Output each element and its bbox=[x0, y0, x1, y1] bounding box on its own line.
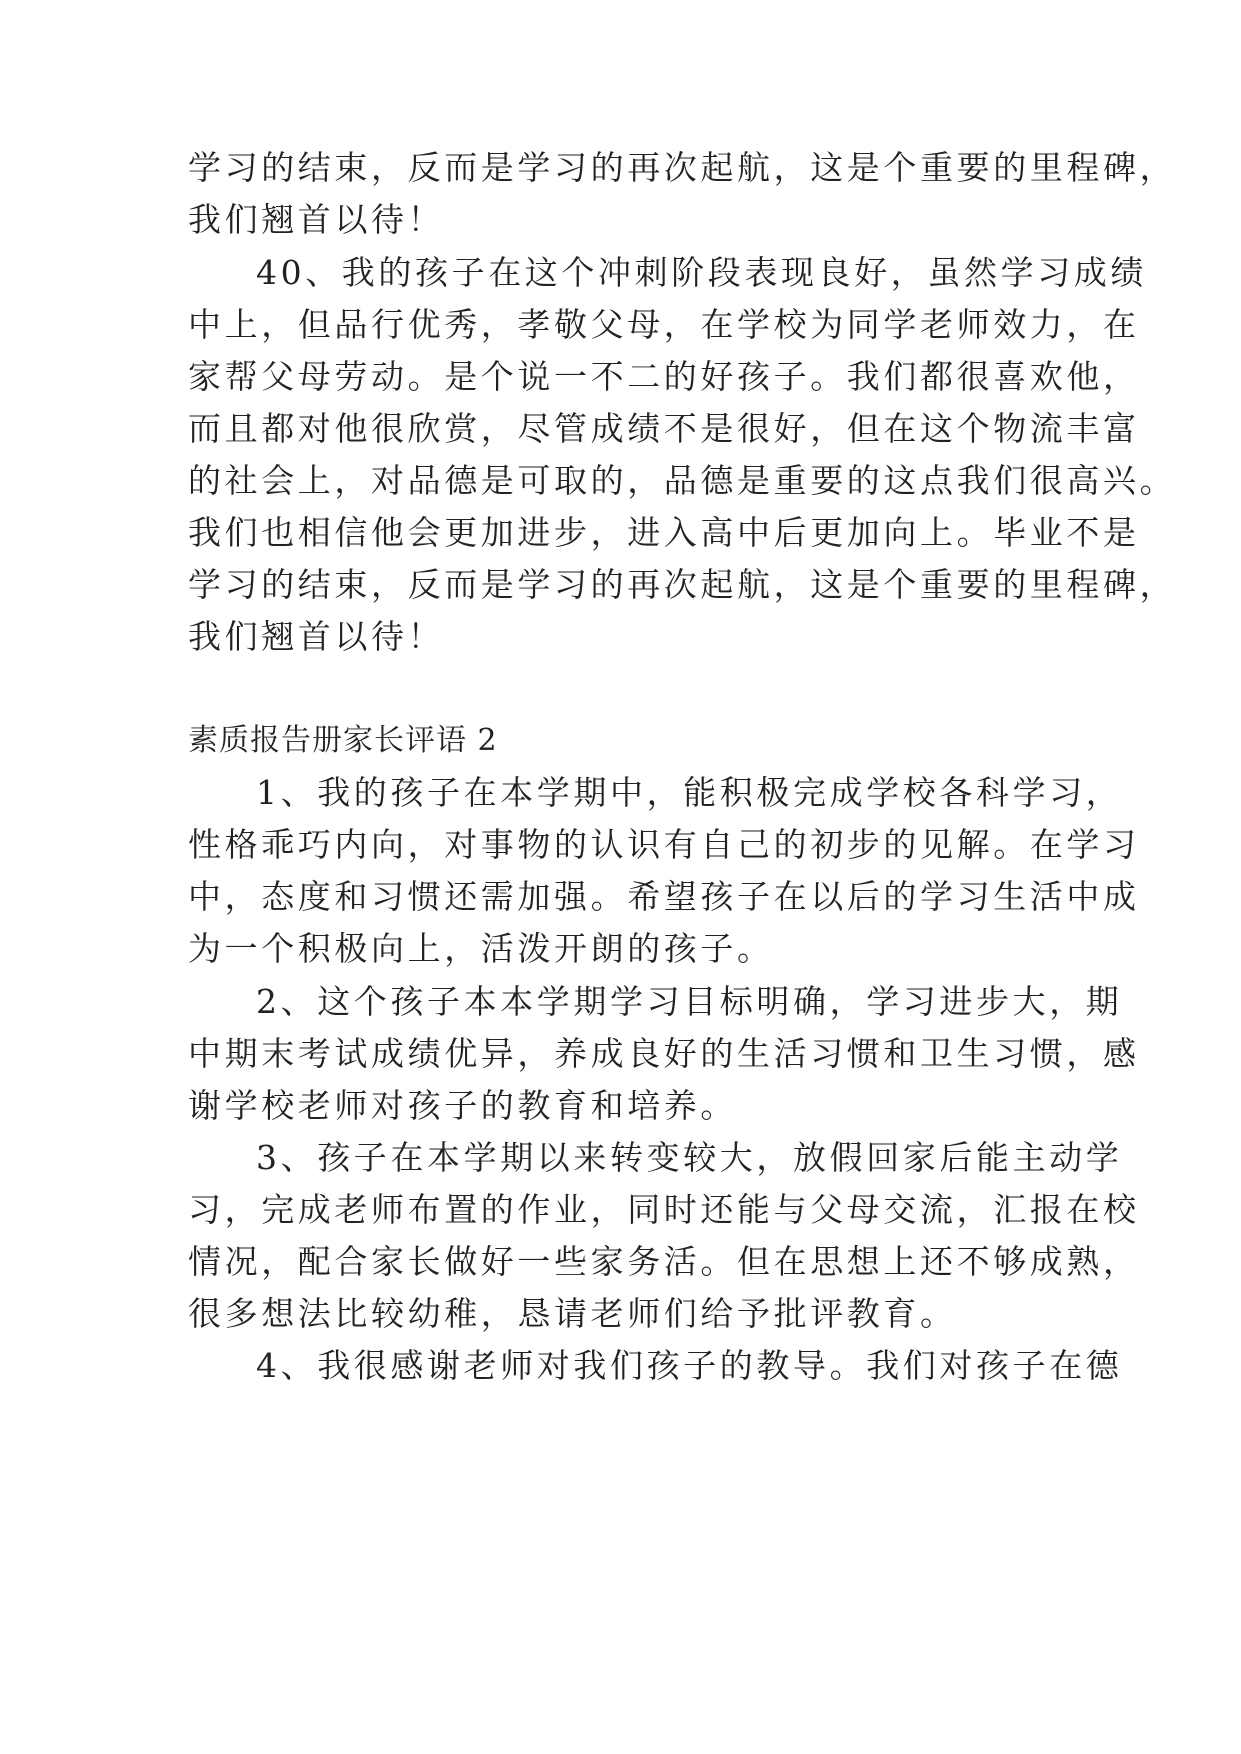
comment-2-start: 2、这个孩子本本学期学习目标明确，学习进步大，期 bbox=[256, 982, 1123, 1021]
text-line: 学习的结束，反而是学习的再次起航，这是个重要的里程碑， bbox=[188, 148, 1177, 187]
text-line: 性格乖巧内向，对事物的认识有自己的初步的见解。在学习 bbox=[188, 825, 1140, 864]
comment-40-start: 40、我的孩子在这个冲刺阶段表现良好，虽然学习成绩 bbox=[256, 253, 1147, 292]
text-line: 情况，配合家长做好一些家务活。但在思想上还不够成熟， bbox=[188, 1242, 1140, 1281]
text-line: 我们也相信他会更加进步，进入高中后更加向上。毕业不是 bbox=[188, 513, 1140, 552]
text-line: 为一个积极向上，活泼开朗的孩子。 bbox=[188, 929, 774, 968]
comment-3-start: 3、孩子在本学期以来转变较大，放假回家后能主动学 bbox=[256, 1138, 1123, 1177]
text-line: 我们翘首以待！ bbox=[188, 200, 445, 239]
text-line: 很多想法比较幼稚，恳请老师们给予批评教育。 bbox=[188, 1294, 957, 1333]
section-heading: 素质报告册家长评语 2 bbox=[188, 723, 498, 758]
text-line: 习，完成老师布置的作业，同时还能与父母交流，汇报在校 bbox=[188, 1190, 1140, 1229]
comment-4-start: 4、我很感谢老师对我们孩子的教导。我们对孩子在德 bbox=[256, 1346, 1123, 1385]
text-line: 家帮父母劳动。是个说一不二的好孩子。我们都很喜欢他， bbox=[188, 357, 1140, 396]
text-line: 中上，但品行优秀，孝敬父母，在学校为同学老师效力，在 bbox=[188, 305, 1140, 344]
text-line: 的社会上，对品德是可取的，品德是重要的这点我们很高兴。 bbox=[188, 461, 1177, 500]
text-line: 而且都对他很欣赏，尽管成绩不是很好，但在这个物流丰富 bbox=[188, 409, 1140, 448]
text-line: 中期末考试成绩优异，养成良好的生活习惯和卫生习惯，感 bbox=[188, 1034, 1140, 1073]
text-line: 学习的结束，反而是学习的再次起航，这是个重要的里程碑， bbox=[188, 565, 1177, 604]
comment-1-start: 1、我的孩子在本学期中，能积极完成学校各科学习， bbox=[256, 773, 1123, 812]
text-line: 我们翘首以待！ bbox=[188, 617, 445, 656]
text-line: 中，态度和习惯还需加强。希望孩子在以后的学习生活中成 bbox=[188, 877, 1140, 916]
text-line: 谢学校老师对孩子的教育和培养。 bbox=[188, 1086, 737, 1125]
